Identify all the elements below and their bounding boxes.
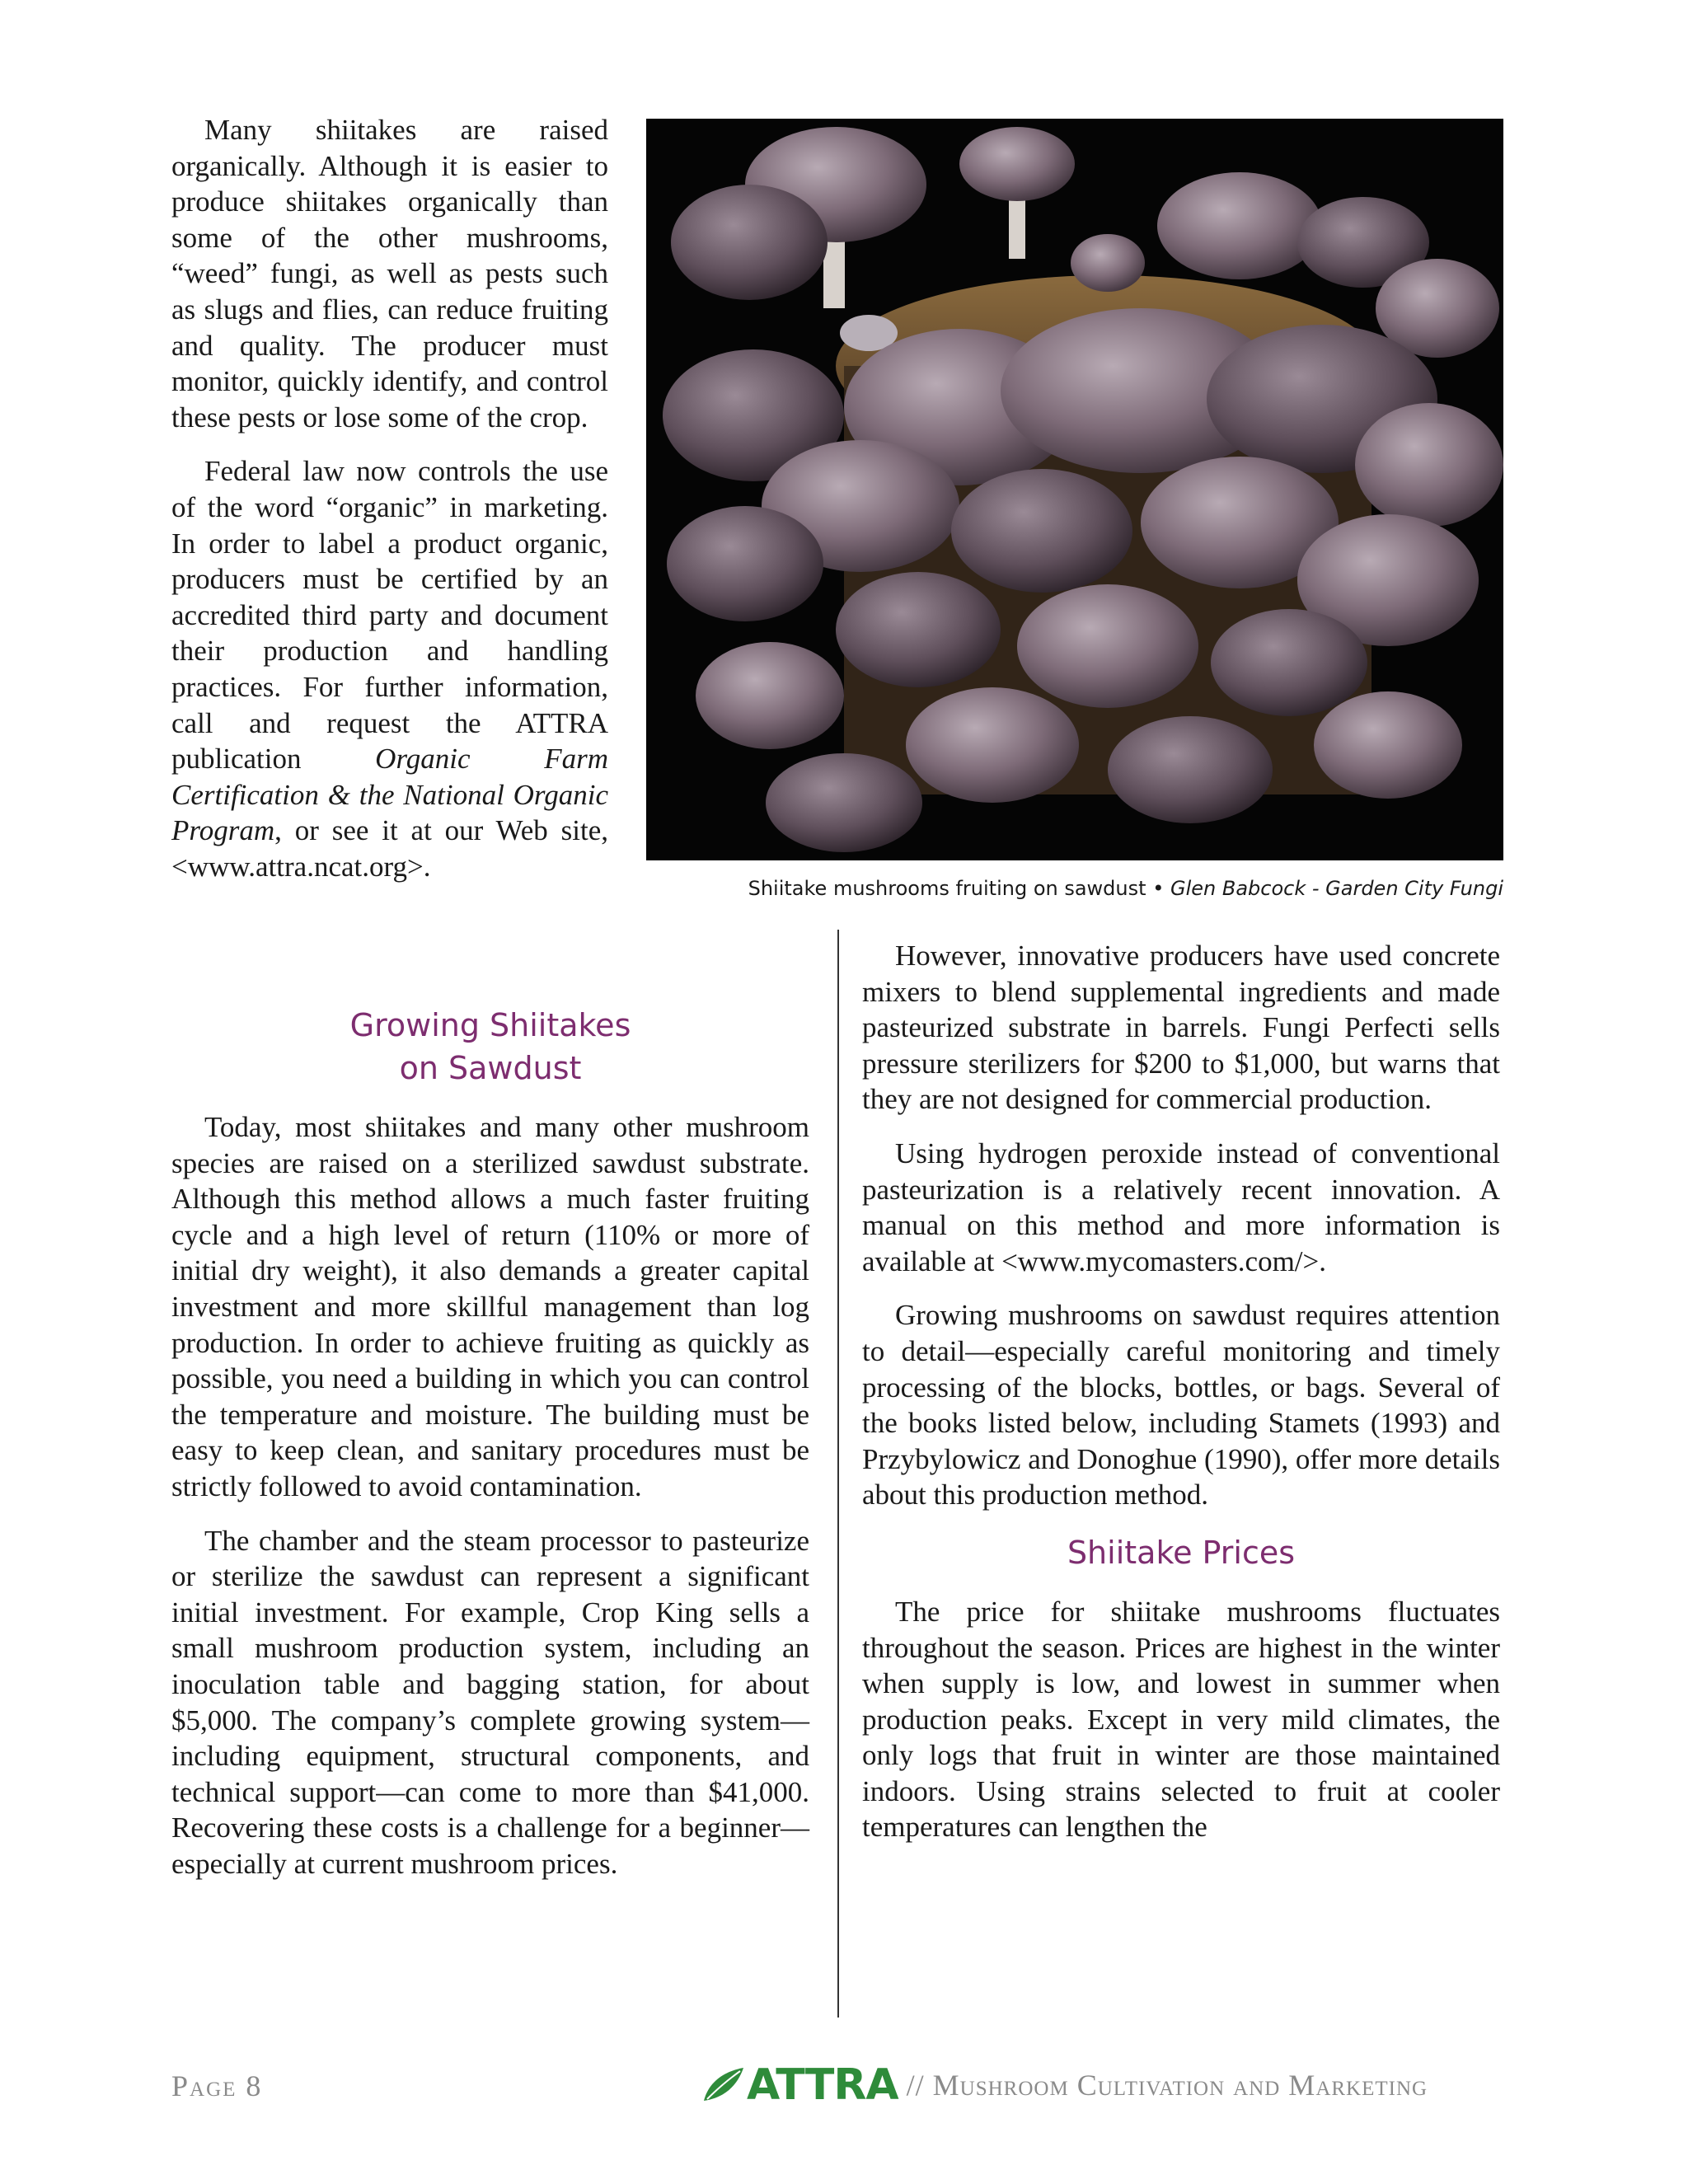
federal-law-text-end: , or see it at our Web site, <www.attra.ncat.org>. [171,814,608,883]
paragraph-chamber-investment: The chamber and the steam processor to pasteurize or sterilize the sawdust can represent a significant initial investment. For example, Crop King sells a small mushroom production system, including an inoculation table and bagging station, for about $5,000. The company’s complete growing system—including equipment, structural components, and technical support—can come to more than $41,000. Recovering these costs is a challenge for a beginner—especially at current mushroom prices. [171,1524,809,1880]
publication-name: Mushroom Cultivation and Marketing [932,2069,1428,2102]
caption-text: Shiitake mushrooms fruiting on sawdust [748,877,1146,900]
right-column [862,938,1500,1863]
paragraph-federal-law [171,453,608,884]
paragraph-attention-to-detail: Growing mushrooms on sawdust requires attention to detail—especially careful monitoring and timely processing of the blocks, bottles, or bags. Several of the books listed below, including Stamets (1993) and Przybylowicz and Donoghue (1990), offer more details about this production method. [862,1299,1500,1511]
page-number: Page 8 [171,2069,263,2102]
footer-slashes: // [906,2069,925,2102]
paragraph-concrete-mixers: However, innovative producers have used concrete mixers to blend supplemental ingredients and made pasteurized substrate in barrels. Fungi Perfecti sells pressure sterilizers for $200 to $1,000, but warns that they are not designed for commercial production. [862,940,1500,1116]
left-column-bottom [171,989,809,1900]
footer-brand [701,2060,1428,2110]
heading-growing-on-sawdust [171,1004,809,1090]
heading-shiitake-prices: Shiitake Prices [1067,1534,1296,1571]
column-divider [837,930,839,2018]
leaf-icon [701,2064,747,2106]
heading-line-1: Growing Shiitakes [349,1007,631,1043]
heading-line-2: on Sawdust [399,1050,582,1086]
photo-caption [646,877,1503,900]
shiitake-photo [646,119,1503,860]
caption-separator: • [1152,877,1165,900]
logo-text: ATTRA [747,2060,898,2110]
paragraph-organic: Many shiitakes are raised organically. Although it is easier to produce shiitakes organically than some of the other mushrooms, “weed” fungi, as well as pests such as slugs and flies, can reduce fruiting and quality. The producer must monitor, quickly identify, and control these pests or lose some of the crop. [171,114,608,434]
shiitake-photo-illustration [646,119,1503,860]
paragraph-prices: The price for shiitake mushrooms fluctuates throughout the season. Prices are highest in the winter when supply is low, and lowest in summer when production peaks. Except in very mild climates, the only logs that fruit in winter are those maintained indoors. Using strains selected to fruit at cooler temperatures can lengthen the [862,1595,1500,1844]
federal-law-text: Federal law now controls the use of the word “organic” in marketing. In order to label a product organic, producers must be certified by an accredited third party and document their production and handling practices. For further information, call and request the ATTRA publication [171,455,608,776]
publication-title: Organic Farm Certification & the National Organic Program [171,743,608,847]
left-column-top [171,112,608,902]
paragraph-sawdust-substrate: Today, most shiitakes and many other mushroom species are raised on a sterilized sawdust substrate. Although this method allows a much faster fruiting cycle and a high level of return (110% or more of initial dry weight), it also demands a greater capital investment and more skillful management than log production. In order to achieve fruiting as quickly as possible, you need a building in which you can control the temperature and moisture. The building must be easy to keep clean, and sanitary procedures must be strictly followed to avoid contamination. [171,1111,809,1502]
caption-credit: Glen Babcock - Garden City Fungi [1170,877,1503,900]
paragraph-hydrogen-peroxide: Using hydrogen peroxide instead of conventional pasteurization is a relatively recent innovation. A manual on this method and more information is available at <www.mycomasters.com/>. [862,1137,1500,1277]
attra-logo [701,2060,898,2110]
